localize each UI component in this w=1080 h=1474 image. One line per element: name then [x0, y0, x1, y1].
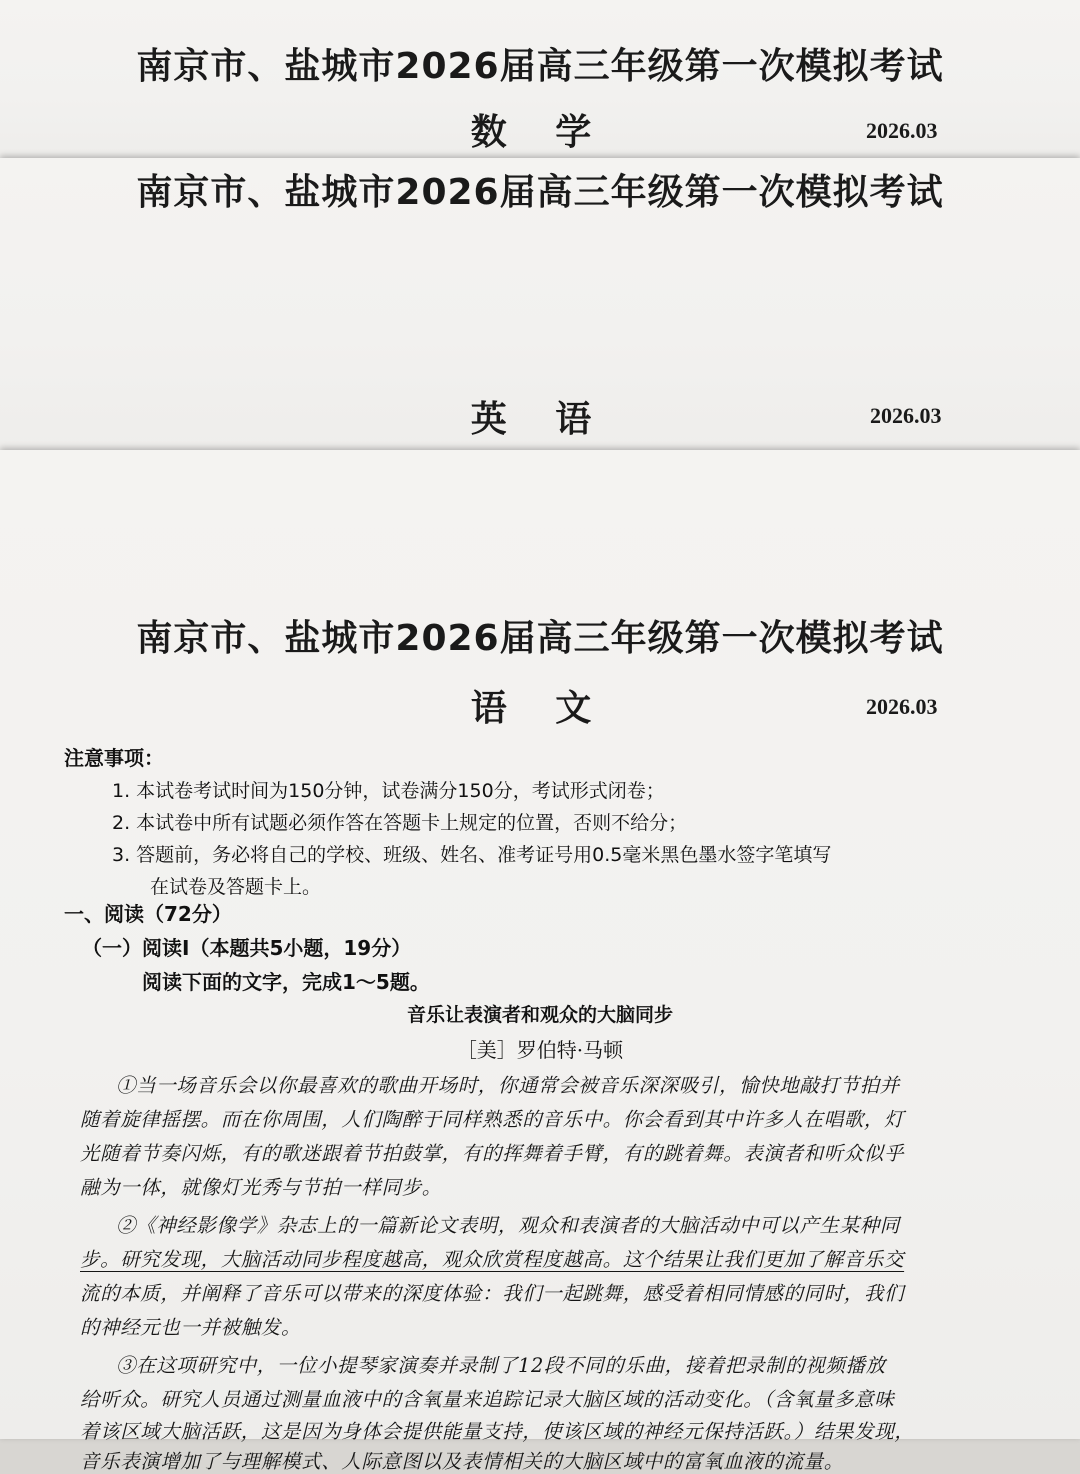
article-line: 音乐表演增加了与理解模式、人际意图以及表情相关的大脑区域中的富氧血液的流量。	[80, 1450, 844, 1473]
article-line: ③在这项研究中，一位小提琴家演奏并录制了12段不同的乐曲，接着把录制的视频播放	[116, 1354, 886, 1377]
exam-sheet-chinese	[0, 450, 1080, 1473]
notice-item: 2. 本试卷中所有试题必须作答在答题卡上规定的位置，否则不给分；	[112, 812, 688, 834]
article-line: ①当一场音乐会以你最喜欢的歌曲开场时，你通常会被音乐深深吸引，愉快地敲打节拍并	[116, 1074, 900, 1097]
article-line: ②《神经影像学》杂志上的一篇新论文表明，观众和表演者的大脑活动中可以产生某种同	[116, 1214, 900, 1237]
article-line: 融为一体，就像灯光秀与节拍一样同步。	[80, 1176, 442, 1199]
subsection-heading: （一）阅读Ⅰ（本题共5小题，19分）	[82, 936, 412, 960]
exam-subject: 英 语	[470, 399, 610, 440]
article-author: ［美］罗伯特·马顿	[456, 1038, 624, 1062]
notice-item-continued: 在试卷及答题卡上。	[150, 876, 322, 898]
exam-title: 南京市、盐城市2026届高三年级第一次模拟考试	[136, 618, 944, 659]
notice-item: 3. 答题前，务必将自己的学校、班级、姓名、准考证号用0.5毫米黑色墨水签字笔填写	[112, 844, 832, 866]
exam-date: 2026.03	[870, 403, 942, 428]
article-line: 光随着节奏闪烁，有的歌迷跟着节拍鼓掌，有的挥舞着手臂，有的跳着舞。表演者和听众似乎	[80, 1142, 905, 1165]
exam-title: 南京市、盐城市2026届高三年级第一次模拟考试	[136, 46, 944, 87]
article-line: 随着旋律摇摆。而在你周围，人们陶醉于同样熟悉的音乐中。你会看到其中许多人在唱歌，灯	[80, 1108, 905, 1131]
article-line: 流的本质，并阐释了音乐可以带来的深度体验：我们一起跳舞，感受着相同情感的同时，我们	[80, 1282, 905, 1305]
notice-item: 1. 本试卷考试时间为150分钟，试卷满分150分，考试形式闭卷；	[112, 780, 665, 802]
exam-subject: 语 文	[470, 688, 610, 729]
reading-instruction: 阅读下面的文字，完成1～5题。	[142, 970, 430, 994]
exam-date: 2026.03	[866, 694, 938, 719]
exam-sheet-math	[0, 0, 1080, 160]
exam-title: 南京市、盐城市2026届高三年级第一次模拟考试	[136, 172, 944, 213]
article-line: 的神经元也一并被触发。	[80, 1316, 302, 1339]
exam-subject: 数 学	[470, 112, 610, 153]
article-line: 着该区域大脑活跃，这是因为身体会提供能量支持，使该区域的神经元保持活跃。）结果发现，	[80, 1420, 915, 1443]
exam-date: 2026.03	[866, 118, 938, 143]
article-line-underlined: 步。研究发现，大脑活动同步程度越高，观众欣赏程度越高。这个结果让我们更加了解音乐交	[80, 1248, 905, 1271]
article-line: 给听众。研究人员通过测量血液中的含氧量来追踪记录大脑区域的活动变化。（含氧量多意味	[80, 1388, 895, 1411]
section-heading: 一、阅读（72分）	[64, 902, 232, 926]
notice-heading: 注意事项：	[64, 746, 164, 770]
article-title: 音乐让表演者和观众的大脑同步	[406, 1004, 673, 1026]
